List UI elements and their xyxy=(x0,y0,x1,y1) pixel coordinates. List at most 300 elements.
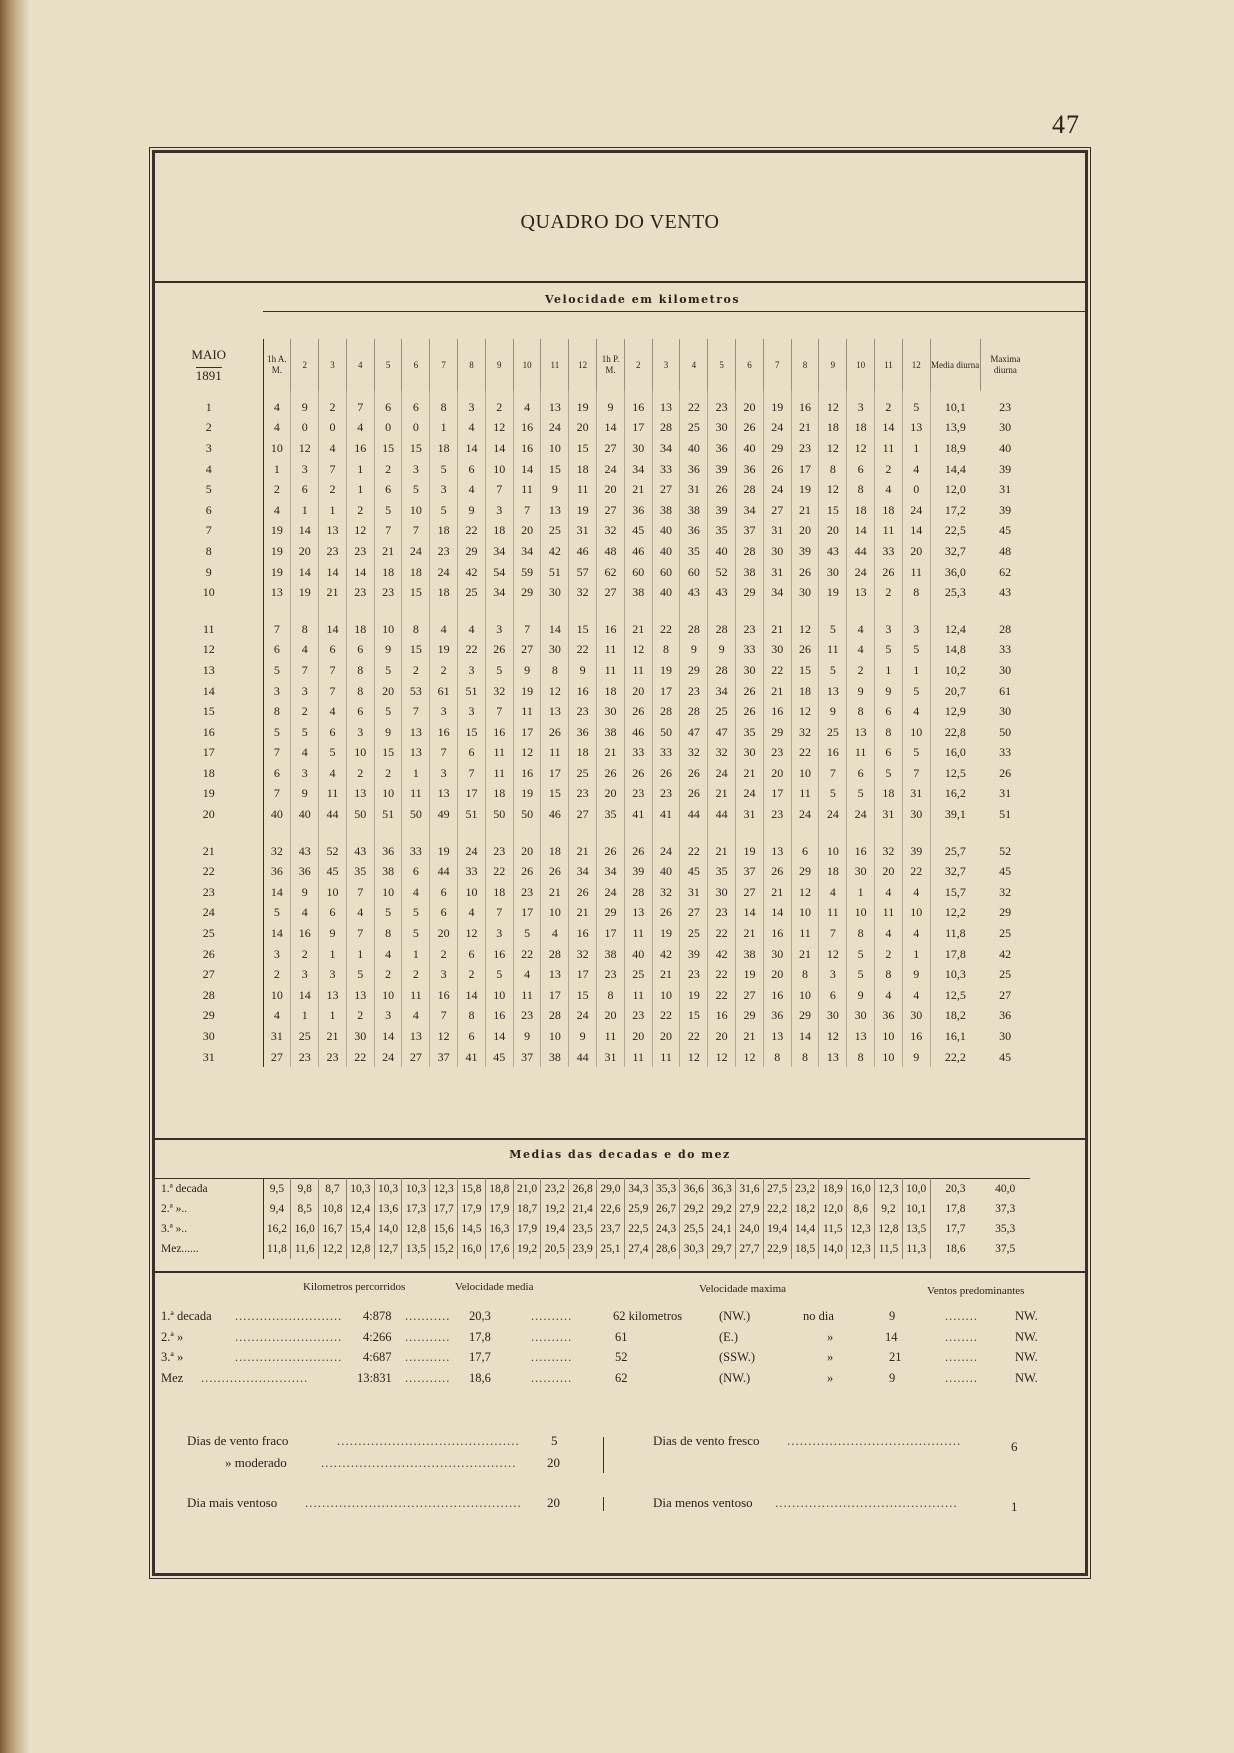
hourly-value: 5 xyxy=(430,500,458,521)
max-day-label: » xyxy=(827,1350,834,1364)
media-value: 12,0 xyxy=(944,482,966,497)
average-value: 25,5 xyxy=(680,1219,708,1239)
media-value: 18,2 xyxy=(944,1008,966,1023)
dot-leader: ........... xyxy=(405,1329,451,1344)
hourly-value: 20 xyxy=(513,841,541,862)
hourly-value: 24 xyxy=(458,841,486,862)
hourly-value: 12 xyxy=(819,944,847,965)
hourly-value: 7 xyxy=(319,681,347,702)
hourly-value: 4 xyxy=(346,418,374,439)
hourly-value: 43 xyxy=(291,841,319,862)
hourly-value: 18 xyxy=(569,459,597,480)
hourly-value: 13 xyxy=(319,521,347,542)
average-value: 12,3 xyxy=(847,1219,875,1239)
hourly-value: 13 xyxy=(319,985,347,1006)
average-value: 12,8 xyxy=(875,1219,903,1239)
hourly-value: 12 xyxy=(624,640,652,661)
hourly-value: 36 xyxy=(736,459,764,480)
hourly-value: 19 xyxy=(652,923,680,944)
hourly-value: 42 xyxy=(458,562,486,583)
hourly-value: 29 xyxy=(458,541,486,562)
hourly-value: 21 xyxy=(708,784,736,805)
hourly-value: 18 xyxy=(569,743,597,764)
day-cell: 17 xyxy=(155,743,263,764)
hourly-value: 19 xyxy=(430,841,458,862)
hourly-value: 41 xyxy=(624,804,652,825)
hourly-value: 16 xyxy=(819,743,847,764)
hourly-value: 9 xyxy=(680,640,708,661)
hourly-value: 31 xyxy=(263,1026,291,1047)
hourly-value: 14 xyxy=(763,903,791,924)
hourly-value: 19 xyxy=(430,640,458,661)
hourly-value: 5 xyxy=(263,903,291,924)
hourly-value: 8 xyxy=(374,923,402,944)
hourly-value: 31 xyxy=(875,804,903,825)
hour-header: 4 xyxy=(680,339,708,391)
hourly-value: 1 xyxy=(346,479,374,500)
hourly-value: 4 xyxy=(902,459,930,480)
hourly-value: 27 xyxy=(652,479,680,500)
hourly-value: 12 xyxy=(291,438,319,459)
hourly-value: 9 xyxy=(458,500,486,521)
media-value: 22,8 xyxy=(944,724,966,739)
hourly-value: 30 xyxy=(819,562,847,583)
hourly-value: 9 xyxy=(875,681,903,702)
table-row xyxy=(155,521,1030,542)
hour-header: 12 xyxy=(902,339,930,391)
hourly-value: 26 xyxy=(763,861,791,882)
hourly-value: 38 xyxy=(374,861,402,882)
hourly-value: 61 xyxy=(430,681,458,702)
average-row xyxy=(155,1179,1030,1200)
hourly-value: 32 xyxy=(569,944,597,965)
hour-header: 7 xyxy=(430,339,458,391)
media-value: 25,3 xyxy=(944,585,966,600)
max-day-label: » xyxy=(827,1329,834,1344)
hourly-value: 5 xyxy=(346,964,374,985)
decade-gap xyxy=(155,825,1030,841)
hourly-value: 22 xyxy=(652,1006,680,1027)
book-spine-edge xyxy=(0,0,30,1753)
hourly-value: 36 xyxy=(263,861,291,882)
maxima-value: 40 xyxy=(999,440,1012,455)
hourly-value: 10 xyxy=(902,903,930,924)
hourly-value: 29 xyxy=(763,722,791,743)
fresh-wind-label: Dias de vento fresco xyxy=(653,1433,760,1448)
hourly-value: 19 xyxy=(263,521,291,542)
velocity-max-direction: (E.) xyxy=(719,1329,739,1344)
hourly-value: 5 xyxy=(485,964,513,985)
average-value: 27,9 xyxy=(736,1199,764,1219)
hourly-value: 26 xyxy=(624,701,652,722)
hourly-value: 21 xyxy=(763,882,791,903)
hourly-value: 1 xyxy=(346,459,374,480)
hourly-value: 39 xyxy=(624,861,652,882)
hourly-value: 30 xyxy=(736,660,764,681)
hourly-value: 5 xyxy=(402,479,430,500)
hourly-value: 3 xyxy=(902,619,930,640)
day-cell: 14 xyxy=(155,681,263,702)
table-row xyxy=(155,722,1030,743)
table-row xyxy=(155,743,1030,764)
hourly-value: 6 xyxy=(374,479,402,500)
predominant-wind: NW. xyxy=(1015,1309,1038,1323)
hourly-value: 7 xyxy=(263,784,291,805)
table-row xyxy=(155,1047,1030,1068)
hourly-value: 26 xyxy=(736,681,764,702)
hourly-value: 26 xyxy=(708,479,736,500)
velocity-max: 52 xyxy=(615,1350,628,1364)
hourly-value: 37 xyxy=(736,861,764,882)
hourly-value: 14 xyxy=(374,1026,402,1047)
hourly-value: 37 xyxy=(430,1047,458,1068)
maxima-diurna-header: Maxima diurna xyxy=(990,354,1021,375)
hourly-value: 9 xyxy=(819,701,847,722)
hourly-value: 32 xyxy=(791,722,819,743)
hourly-value: 50 xyxy=(402,804,430,825)
hourly-value: 24 xyxy=(763,418,791,439)
hourly-value: 14 xyxy=(736,903,764,924)
hourly-value: 4 xyxy=(458,903,486,924)
hour-header: 2 xyxy=(624,339,652,391)
hourly-value: 6 xyxy=(847,763,875,784)
hourly-value: 23 xyxy=(680,681,708,702)
hourly-value: 15 xyxy=(819,500,847,521)
hourly-value: 3 xyxy=(346,722,374,743)
hour-header: 9 xyxy=(819,339,847,391)
hourly-value: 16 xyxy=(569,681,597,702)
hourly-value: 51 xyxy=(374,804,402,825)
hourly-value: 5 xyxy=(374,701,402,722)
hourly-value: 4 xyxy=(819,882,847,903)
hourly-value: 29 xyxy=(763,438,791,459)
hourly-value: 10 xyxy=(541,903,569,924)
average-value: 10,0 xyxy=(902,1179,930,1200)
hourly-value: 25 xyxy=(458,582,486,603)
max-day-label: no dia xyxy=(803,1309,834,1323)
hourly-value: 2 xyxy=(319,479,347,500)
hourly-value: 27 xyxy=(597,582,625,603)
hourly-value: 25 xyxy=(680,418,708,439)
hourly-value: 11 xyxy=(875,903,903,924)
hourly-value: 14 xyxy=(597,418,625,439)
hourly-value: 7 xyxy=(291,660,319,681)
average-value: 9,5 xyxy=(263,1179,291,1200)
hourly-value: 16 xyxy=(485,722,513,743)
table-row xyxy=(155,1026,1030,1047)
hourly-value: 28 xyxy=(652,418,680,439)
velocity-average: 20,3 xyxy=(469,1309,491,1323)
hourly-value: 40 xyxy=(652,541,680,562)
day-cell: 28 xyxy=(155,985,263,1006)
hourly-value: 29 xyxy=(736,1006,764,1027)
hourly-value: 13 xyxy=(402,743,430,764)
maxima-value: 25 xyxy=(999,926,1012,941)
hourly-value: 24 xyxy=(569,1006,597,1027)
hourly-value: 17 xyxy=(569,964,597,985)
hourly-value: 15 xyxy=(569,985,597,1006)
hourly-value: 28 xyxy=(541,944,569,965)
average-value: 18,2 xyxy=(791,1199,819,1219)
hourly-value: 38 xyxy=(652,500,680,521)
hourly-value: 24 xyxy=(847,804,875,825)
hour-header: 5 xyxy=(374,339,402,391)
hourly-value: 31 xyxy=(680,882,708,903)
hourly-value: 9 xyxy=(847,681,875,702)
hourly-value: 18 xyxy=(485,882,513,903)
media-value: 17,2 xyxy=(944,502,966,517)
hourly-value: 26 xyxy=(597,841,625,862)
hourly-value: 30 xyxy=(346,1026,374,1047)
hourly-value: 26 xyxy=(485,640,513,661)
average-value: 15,8 xyxy=(458,1179,486,1200)
hourly-value: 13 xyxy=(763,1026,791,1047)
maxima-value: 26 xyxy=(999,765,1012,780)
hourly-value: 17 xyxy=(513,903,541,924)
hourly-value: 4 xyxy=(319,701,347,722)
hourly-value: 5 xyxy=(402,923,430,944)
max-day-label: » xyxy=(827,1370,834,1385)
hourly-value: 14 xyxy=(263,882,291,903)
dot-leader: ........................................... xyxy=(337,1433,520,1448)
hourly-value: 16 xyxy=(708,1006,736,1027)
hourly-value: 6 xyxy=(346,701,374,722)
dot-leader: .......................... xyxy=(235,1350,343,1364)
average-value: 12,3 xyxy=(430,1179,458,1200)
hourly-value: 19 xyxy=(763,391,791,418)
table-row xyxy=(155,1006,1030,1027)
hourly-value: 5 xyxy=(819,619,847,640)
hourly-value: 4 xyxy=(541,923,569,944)
hourly-value: 8 xyxy=(541,660,569,681)
hourly-value: 23 xyxy=(652,784,680,805)
average-value: 8,5 xyxy=(291,1199,319,1219)
hourly-value: 6 xyxy=(458,743,486,764)
hourly-value: 36 xyxy=(708,438,736,459)
hourly-value: 46 xyxy=(541,804,569,825)
hourly-value: 22 xyxy=(458,521,486,542)
hourly-value: 20 xyxy=(291,541,319,562)
average-value: 11,5 xyxy=(819,1219,847,1239)
average-value: 12,3 xyxy=(847,1239,875,1259)
hourly-value: 10 xyxy=(485,459,513,480)
hourly-value: 26 xyxy=(791,640,819,661)
velocity-rule xyxy=(263,311,1085,312)
hourly-value: 3 xyxy=(263,944,291,965)
hourly-value: 7 xyxy=(513,619,541,640)
hourly-value: 15 xyxy=(541,459,569,480)
hourly-value: 36 xyxy=(680,459,708,480)
hourly-value: 6 xyxy=(875,701,903,722)
dot-leader: ........ xyxy=(945,1309,978,1323)
hourly-value: 10 xyxy=(819,841,847,862)
hourly-value: 7 xyxy=(485,479,513,500)
hourly-value: 36 xyxy=(763,1006,791,1027)
hourly-value: 42 xyxy=(708,944,736,965)
hourly-value: 29 xyxy=(791,1006,819,1027)
dot-leader: ........ xyxy=(945,1350,978,1364)
hourly-value: 8 xyxy=(819,459,847,480)
hourly-value: 5 xyxy=(902,640,930,661)
hourly-value: 40 xyxy=(291,804,319,825)
hourly-value: 11 xyxy=(624,923,652,944)
hourly-value: 22 xyxy=(569,640,597,661)
hourly-value: 8 xyxy=(263,701,291,722)
days-divider xyxy=(603,1437,604,1473)
hourly-value: 42 xyxy=(541,541,569,562)
average-value: 13,6 xyxy=(374,1199,402,1219)
hourly-value: 23 xyxy=(513,882,541,903)
hourly-value: 24 xyxy=(819,804,847,825)
hourly-value: 28 xyxy=(680,619,708,640)
hourly-value: 45 xyxy=(319,861,347,882)
maxima-value: 52 xyxy=(999,843,1012,858)
hourly-value: 35 xyxy=(346,861,374,882)
hourly-value: 9 xyxy=(291,882,319,903)
hourly-value: 40 xyxy=(624,944,652,965)
hourly-value: 16 xyxy=(513,763,541,784)
average-value: 19,2 xyxy=(541,1199,569,1219)
hourly-value: 22 xyxy=(708,923,736,944)
hourly-value: 6 xyxy=(875,743,903,764)
average-media: 18,6 xyxy=(945,1243,966,1255)
table-row xyxy=(155,500,1030,521)
day-cell: 3 xyxy=(155,438,263,459)
hourly-value: 1 xyxy=(902,944,930,965)
hourly-value: 10 xyxy=(902,722,930,743)
hourly-value: 20 xyxy=(597,479,625,500)
hourly-value: 3 xyxy=(374,1006,402,1027)
hourly-value: 6 xyxy=(319,903,347,924)
hourly-value: 2 xyxy=(374,964,402,985)
hourly-value: 10 xyxy=(319,882,347,903)
hourly-value: 44 xyxy=(319,804,347,825)
hourly-value: 36 xyxy=(624,500,652,521)
hourly-value: 15 xyxy=(569,438,597,459)
fresh-wind-days: 6 xyxy=(1011,1439,1018,1454)
hourly-value: 26 xyxy=(597,763,625,784)
hourly-value: 13 xyxy=(346,985,374,1006)
maxima-value: 30 xyxy=(999,704,1012,719)
hourly-value: 29 xyxy=(791,861,819,882)
average-value: 36,6 xyxy=(680,1179,708,1200)
hourly-value: 8 xyxy=(847,701,875,722)
table-row xyxy=(155,964,1030,985)
average-value: 25,9 xyxy=(624,1199,652,1219)
maxima-value: 61 xyxy=(999,683,1012,698)
maxima-value: 50 xyxy=(999,724,1012,739)
hourly-value: 24 xyxy=(736,784,764,805)
hourly-value: 30 xyxy=(624,438,652,459)
average-value: 29,2 xyxy=(680,1199,708,1219)
predominant-wind: NW. xyxy=(1015,1370,1038,1385)
hourly-value: 4 xyxy=(458,619,486,640)
average-value: 26,7 xyxy=(652,1199,680,1219)
hourly-value: 2 xyxy=(485,391,513,418)
hourly-value: 60 xyxy=(624,562,652,583)
hour-header: 7 xyxy=(763,339,791,391)
hourly-value: 13 xyxy=(652,391,680,418)
average-value: 9,2 xyxy=(875,1199,903,1219)
hourly-value: 22 xyxy=(680,841,708,862)
hourly-value: 21 xyxy=(374,541,402,562)
hourly-value: 8 xyxy=(847,1047,875,1068)
average-value: 27,4 xyxy=(624,1239,652,1259)
hourly-value: 30 xyxy=(708,882,736,903)
table-row xyxy=(155,418,1030,439)
hourly-value: 46 xyxy=(569,541,597,562)
hourly-value: 12 xyxy=(541,681,569,702)
hourly-value: 27 xyxy=(263,1047,291,1068)
hourly-value: 6 xyxy=(346,640,374,661)
hourly-value: 12 xyxy=(819,438,847,459)
hourly-value: 8 xyxy=(791,964,819,985)
hourly-value: 6 xyxy=(791,841,819,862)
hourly-value: 0 xyxy=(402,418,430,439)
hour-header: 6 xyxy=(402,339,430,391)
day-cell: 31 xyxy=(155,1047,263,1068)
media-value: 11,8 xyxy=(945,926,966,941)
hourly-value: 21 xyxy=(569,841,597,862)
media-diurna-header: Media diurna xyxy=(930,339,980,391)
hourly-value: 5 xyxy=(430,459,458,480)
hourly-value: 27 xyxy=(597,500,625,521)
hourly-value: 4 xyxy=(902,882,930,903)
hourly-value: 3 xyxy=(875,619,903,640)
hourly-value: 2 xyxy=(875,391,903,418)
hourly-value: 10 xyxy=(847,903,875,924)
hourly-value: 6 xyxy=(402,861,430,882)
hourly-value: 22 xyxy=(708,985,736,1006)
hourly-value: 7 xyxy=(819,763,847,784)
day-cell: 15 xyxy=(155,701,263,722)
average-value: 19,2 xyxy=(513,1239,541,1259)
maxima-value: 29 xyxy=(999,905,1012,920)
hourly-value: 32 xyxy=(597,521,625,542)
hourly-value: 23 xyxy=(569,784,597,805)
hourly-value: 30 xyxy=(763,640,791,661)
hourly-value: 28 xyxy=(541,1006,569,1027)
average-value: 15,4 xyxy=(346,1219,374,1239)
hourly-value: 45 xyxy=(624,521,652,542)
average-value: 19,4 xyxy=(763,1219,791,1239)
hourly-value: 20 xyxy=(763,763,791,784)
average-value: 23,9 xyxy=(569,1239,597,1259)
average-value: 10,1 xyxy=(902,1199,930,1219)
hour-header: 1h A. M. xyxy=(263,339,291,391)
averages-bottom-rule xyxy=(155,1271,1085,1273)
hourly-value: 13 xyxy=(430,784,458,805)
hourly-value: 13 xyxy=(847,1026,875,1047)
hourly-value: 4 xyxy=(902,701,930,722)
hourly-value: 9 xyxy=(597,391,625,418)
hourly-value: 38 xyxy=(624,582,652,603)
hourly-value: 42 xyxy=(652,944,680,965)
hourly-value: 26 xyxy=(680,763,708,784)
hourly-value: 30 xyxy=(847,861,875,882)
summary-period-label: 3.ª » xyxy=(161,1350,184,1364)
hourly-value: 22 xyxy=(902,861,930,882)
hourly-value: 7 xyxy=(485,903,513,924)
hourly-value: 11 xyxy=(597,640,625,661)
hourly-value: 18 xyxy=(597,681,625,702)
hourly-value: 10 xyxy=(458,882,486,903)
hourly-value: 12 xyxy=(791,701,819,722)
hourly-value: 7 xyxy=(902,763,930,784)
hourly-value: 16 xyxy=(485,944,513,965)
hourly-value: 17 xyxy=(763,784,791,805)
table-frame xyxy=(152,150,1088,1576)
